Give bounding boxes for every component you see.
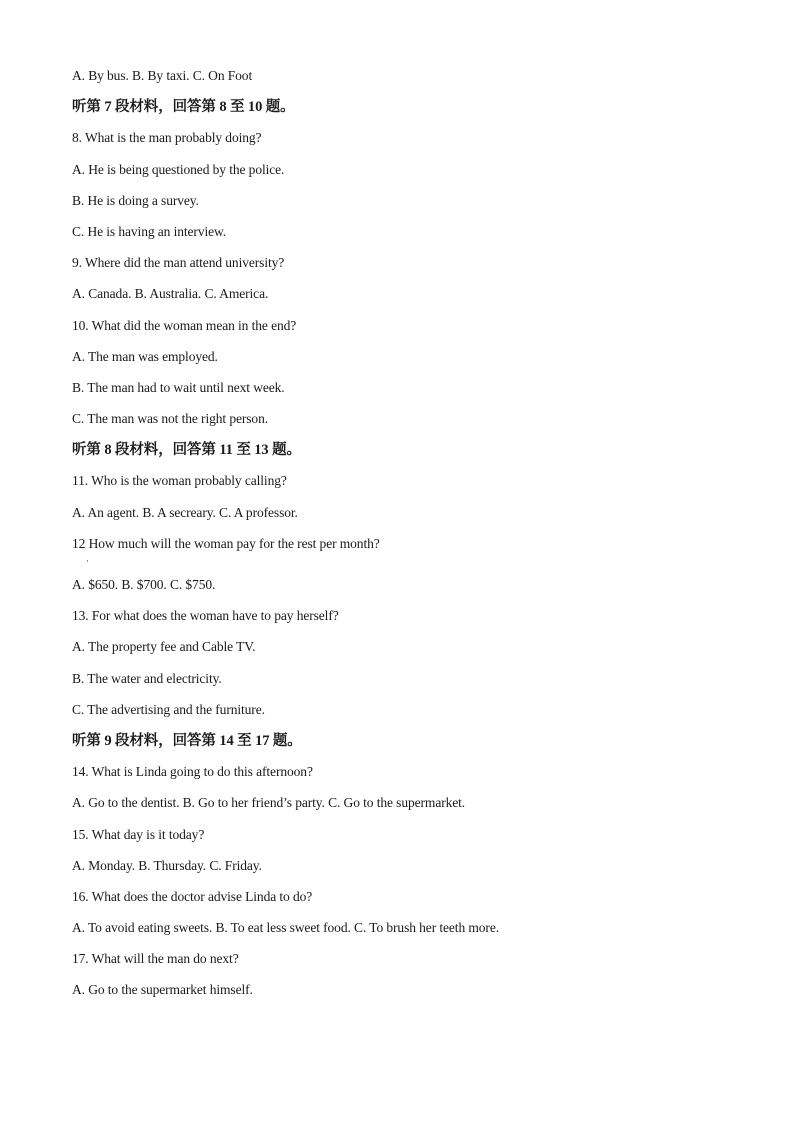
- question-line: 13. For what does the woman have to pay herself?: [72, 608, 339, 624]
- question-line: 17. What will the man do next?: [72, 951, 239, 967]
- spacer: [72, 556, 732, 575]
- section-heading: 听第 9 段材料，回答第 14 至 17 题。: [72, 732, 302, 749]
- exam-content: [72, 66, 732, 1012]
- option-line: A. Canada. B. Australia. C. America.: [72, 286, 269, 302]
- option-line: B. The water and electricity.: [72, 670, 222, 686]
- question-line: 11. Who is the woman probably calling?: [72, 473, 287, 489]
- option-line: A. By bus. B. By taxi. C. On Foot: [72, 68, 253, 83]
- stray-dot: ·: [86, 556, 89, 566]
- question-line: 10. What did the woman mean in the end?: [72, 317, 297, 333]
- question-line: 15. What day is it today?: [72, 826, 205, 842]
- question-line: 9. Where did the man attend university?: [72, 255, 285, 271]
- option-line: A. The man was employed.: [72, 348, 218, 364]
- question-line: 8. What is the man probably doing?: [72, 130, 262, 146]
- question-line: 14. What is Linda going to do this afternoon?: [72, 764, 313, 780]
- option-line: A. Go to the supermarket himself.: [72, 982, 253, 998]
- option-line: A. $650. B. $700. C. $750.: [72, 577, 216, 592]
- option-line: C. He is having an interview.: [72, 223, 227, 239]
- option-line: B. He is doing a survey.: [72, 192, 199, 208]
- option-line: C. The advertising and the furniture.: [72, 701, 265, 717]
- option-line: A. He is being questioned by the police.: [72, 161, 285, 177]
- option-line: A. Monday. B. Thursday. C. Friday.: [72, 857, 262, 873]
- section-heading: 听第 8 段材料，回答第 11 至 13 题。: [72, 442, 301, 459]
- section-heading: 听第 7 段材料，回答第 8 至 10 题。: [72, 99, 295, 116]
- option-line: B. The man had to wait until next week.: [72, 379, 285, 395]
- option-line: A. Go to the dentist. B. Go to her friend’s party. C. Go to the supermarket.: [72, 795, 466, 811]
- option-line: A. To avoid eating sweets. B. To eat less sweet food. C. To brush her teeth more.: [72, 920, 499, 936]
- question-line: 16. What does the doctor advise Linda to do?: [72, 888, 313, 904]
- option-line: C. The man was not the right person.: [72, 411, 268, 427]
- option-line: A. An agent. B. A secreary. C. A professor.: [72, 504, 298, 520]
- question-line: 12 How much will the woman pay for the rest per month?: [72, 535, 380, 551]
- option-line: A. The property fee and Cable TV.: [72, 639, 256, 655]
